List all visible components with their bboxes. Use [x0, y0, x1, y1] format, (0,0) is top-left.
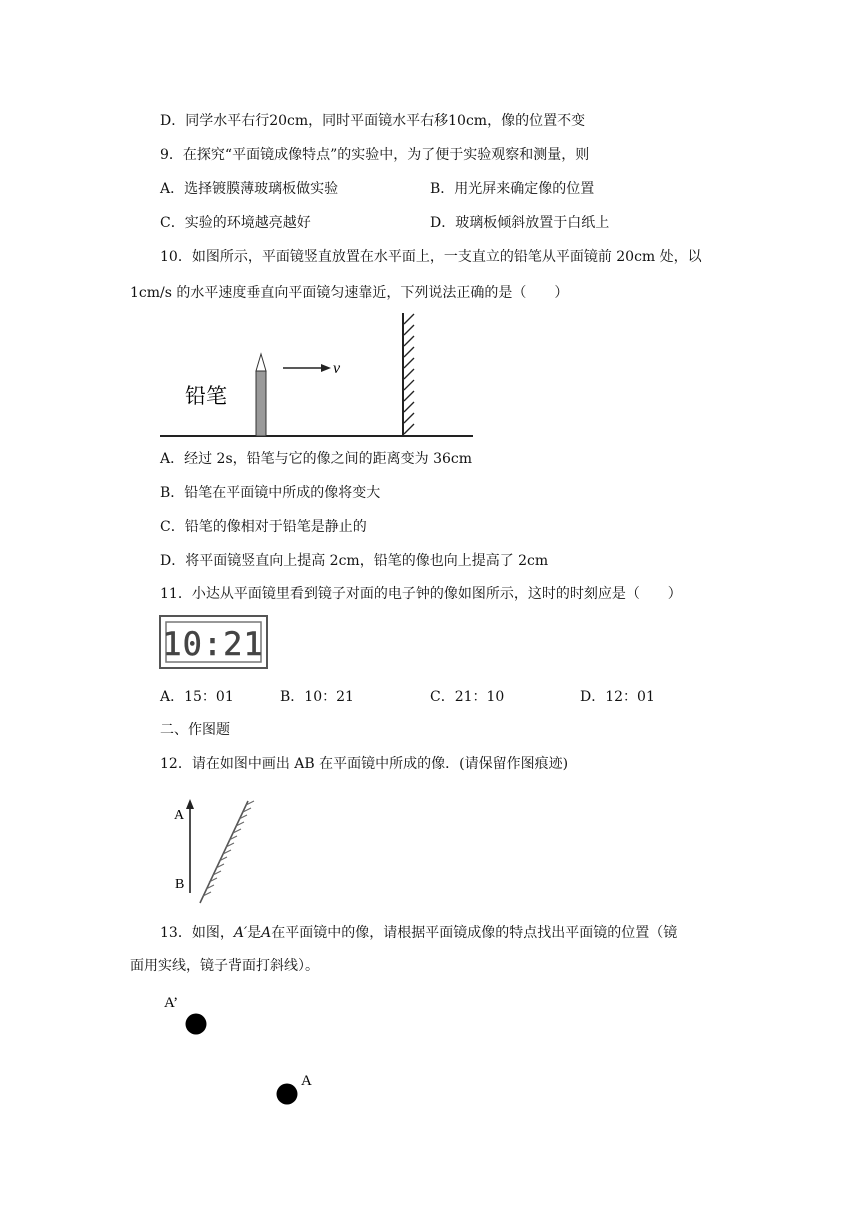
- q10-stem-line1: 10．如图所示，平面镜竖直放置在水平面上，一支直立的铅笔从平面镜前 20cm 处，以: [160, 249, 702, 265]
- q11-option-c: C．21：10: [430, 689, 505, 705]
- q13-stem-prefix: 13．如图，: [160, 925, 234, 941]
- a-label: A: [301, 1073, 312, 1089]
- q10-stem-line2: 1cm/s 的水平速度垂直向平面镜匀速靠近，下列说法正确的是（ ）: [130, 285, 569, 301]
- mirror-icon: [403, 313, 414, 436]
- pencil-icon: [256, 354, 266, 436]
- q10-option-d: D．将平面镜竖直向上提高 2cm，铅笔的像也向上提高了 2cm: [160, 553, 549, 569]
- q11-option-d: D．12：01: [580, 689, 655, 705]
- q9-stem: 9．在探究“平面镜成像特点”的实验中，为了便于实验观察和测量，则: [160, 147, 590, 163]
- a-prime-label: A’: [164, 995, 179, 1011]
- q8-option-d: D．同学水平右行20cm，同时平面镜水平右移10cm，像的位置不变: [160, 113, 586, 129]
- q13-stem-middle: 是: [247, 925, 262, 941]
- clock-display: 10:21: [162, 625, 264, 663]
- q13-symbol-a-prime: A′: [233, 925, 248, 941]
- point-a-label: A: [174, 808, 185, 823]
- a-dot: [277, 1084, 298, 1105]
- q13-symbol-a: A: [261, 925, 272, 941]
- pencil-label: 铅笔: [185, 384, 227, 408]
- q10-option-c: C．铅笔的像相对于铅笔是静止的: [160, 519, 367, 535]
- arrow-ab-icon: [186, 799, 194, 893]
- q9-option-b: B．用光屏来确定像的位置: [430, 181, 595, 197]
- velocity-arrow-icon: [283, 364, 331, 372]
- ab-mirror-figure: [165, 795, 265, 910]
- point-b-label: B: [175, 877, 185, 892]
- q13-stem-line2: 面用实线，镜子背面打斜线）。: [130, 958, 319, 974]
- q10-option-b: B．铅笔在平面镜中所成的像将变大: [160, 485, 381, 501]
- q12-stem: 12．请在如图中画出 AB 在平面镜中所成的像．(请保留作图痕迹): [160, 756, 569, 772]
- section-title: 二、作图题: [160, 722, 230, 738]
- q9-option-d: D．玻璃板倾斜放置于白纸上: [430, 215, 610, 231]
- pencil-mirror-figure: [155, 308, 485, 443]
- q10-option-a: A．经过 2s，铅笔与它的像之间的距离变为 36cm: [160, 451, 473, 467]
- q13-stem-suffix: 在平面镜中的像，请根据平面镜成像的特点找出平面镜的位置（镜: [271, 925, 678, 941]
- q13-stem-line1: [160, 924, 677, 942]
- slanted-mirror-icon: [200, 801, 254, 903]
- q9-option-c: C．实验的环境越亮越好: [160, 215, 311, 231]
- a-prime-dot: [186, 1014, 207, 1035]
- q11-option-b: B．10：21: [280, 689, 354, 705]
- q11-stem: 11．小达从平面镜里看到镜子对面的电子钟的像如图所示，这时的时刻应是（ ）: [160, 586, 682, 602]
- point-a-figure: [160, 990, 330, 1115]
- q9-option-a: A．选择镀膜薄玻璃板做实验: [160, 181, 339, 197]
- velocity-label: v: [333, 360, 341, 377]
- q11-option-a: A．15：01: [160, 689, 234, 705]
- digital-clock-figure: [158, 614, 270, 672]
